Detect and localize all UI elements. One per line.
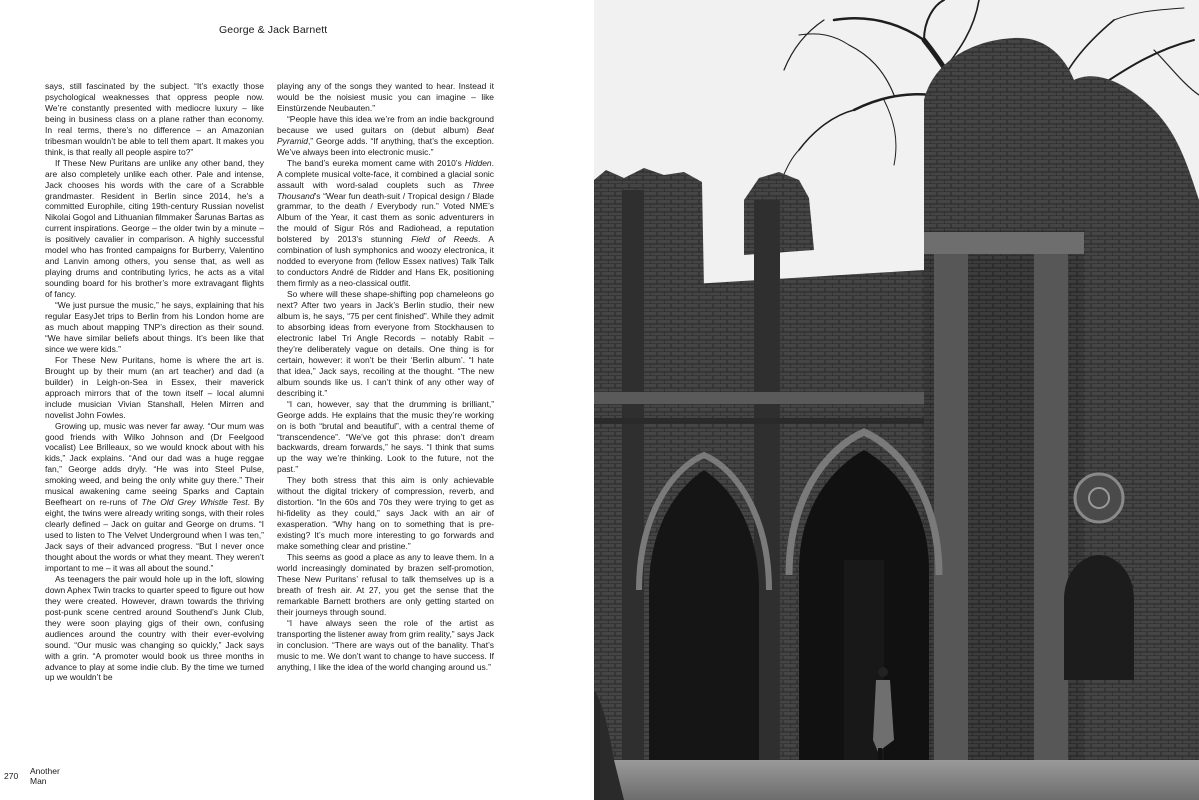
article-column-1	[45, 81, 264, 731]
running-title: George & Jack Barnett	[219, 24, 328, 36]
paragraph-text: . A complete musical volte-face, it combined a glacial sonic assault with word-salad couplets such as	[277, 157, 494, 190]
paragraph-text: ,” George adds. “If anything, that’s the exception. We’ve always been into electronic music.”	[277, 135, 494, 157]
paragraph-text: They both stress that this aim is only achievable without the digital trickery of compression, reverb, and distortion. “In the 60s and 70s they were trying to get as hi-fidelity as they could,” says Jack with an air of exasperation. “Why hang on to something that is pre-existing? It’s much more interesting to go forwards and make something clear and pristine.”	[277, 475, 494, 552]
paragraph-text: For These New Puritans, home is where the art is. Brought up by their mum (an art teacher) and dad (a builder) in Leigh-on-Sea in Essex, their maverick approach mirrors that of the town itself – local alumni include musician Vivian Stanshall, Helen Mirren and novelist John Fowles.	[45, 354, 264, 420]
article-paragraph	[277, 158, 494, 289]
italic-title: Three Thousand	[277, 179, 494, 201]
paragraph-text: Growing up, music was never far away. “Our mum was good friends with Wilko Johnson and (Dr Feelgood vocalist) Lee Brilleaux, so we would knock about with his kids,” Jack explains. “And our dad was a huge reggae fan,” George adds dryly. “He was into Steel Pulse, smoking weed, and being the only white guy there.” Their musical awakening came seeing Sparks and Captain Beefheart on re-runs of	[45, 420, 264, 508]
ground	[594, 760, 1199, 800]
paragraph-text: As teenagers the pair would hole up in the loft, slowing down Aphex Twin tracks to quarter speed to figure out how they were created. However, drawn towards the thriving post-punk scene centred around Southend’s Junk Club, they were soon playing gigs of their own, confusing audiences around the country with their ever-evolving sound. “Our music was changing so quickly,” Jack says with a grin. “A promoter would book us three months in advance to play at some indie club. By the time we turned up we wouldn’t be	[45, 573, 264, 683]
magazine-name	[30, 766, 60, 786]
article-paragraph	[277, 399, 494, 476]
italic-title: Field of Reeds	[411, 234, 478, 245]
abbey-ruins-photo	[594, 0, 1199, 800]
paragraph-text: ’s “Wear fun death-suit / Tropical design / Blade grammar, to the death / Everybody run.” Voted NME’s Album of the Year, it cast them as sonic adventurers in the mould of Sigur Rós and Radiohead, a reputation bolstered by 2013’s stunning	[277, 190, 494, 245]
page-number: 270	[4, 771, 19, 781]
paragraph-text: “I can, however, say that the drumming is brilliant,” George adds. He explains that the music they’re working on is both “brutal and beautiful”, with a central theme of “transcendence”. “We’ve got this phrase: don’t dream backwards, dream forwards,” he says. “I think that sums up the way we’re thinking. Look to the future, not the past.”	[277, 398, 494, 475]
article-paragraph	[45, 81, 264, 158]
article-paragraph	[277, 114, 494, 158]
article-paragraph	[45, 300, 264, 355]
italic-title: Beat Pyramid	[277, 124, 494, 146]
paragraph-text: So where will these shape-shifting pop chameleons go next? After two years in Jack’s Berlin studio, their new album is, he says, “75 per cent finished”. While they admit to absorbing ideas from everyone from Stockhausen to electronic label Tri Angle Records – notably Rabit – they’re deliberately vague on details. One thing is for certain, however: it won’t be their ‘Berlin album’. “I hate that idea,” Jack says, recoiling at the thought. “The new album sounds like us. I can’t think of any other way of describing it.”	[277, 289, 494, 398]
article-paragraph	[277, 552, 494, 618]
paragraph-text: . A combination of lush symphonics and woozy electronica, it nodded to everyone from (fellow Essex natives) Talk Talk to conductors André de Ridder and Hans Ek, positioning them firmly as a neo-classical outfit.	[277, 234, 494, 289]
article-paragraph	[45, 158, 264, 300]
article-paragraph	[45, 355, 264, 421]
article-column-2	[277, 81, 494, 731]
paragraph-text: If These New Puritans are unlike any other band, they are also completely unlike each other. Pale and intense, Jack chooses his words with the care of a Scrabble grandmaster. Resident in Berlin since 2014, he’s a committed Europhile, citing 19th-century Russian novelist Nikolai Gogol and Lithuanian filmmaker Šarunas Bartas as current inspirations. George – the older twin by a minute – is positively cavalier in comparison. A highly successful model who has fronted campaigns for Burberry, Valentino and Lanvin among others, you sense that, as well as playing drums and contributing lyrics, he acts as a vital sounding board for his brother’s more extravagant flights of fancy.	[45, 157, 264, 300]
article-paragraph	[277, 289, 494, 399]
article-paragraph	[45, 574, 264, 684]
article-paragraph	[277, 618, 494, 673]
paragraph-text: The band’s eureka moment came with 2010’s	[287, 157, 465, 168]
paragraph-text: playing any of the songs they wanted to hear. Instead it would be the noisiest music you can imagine – like Einstürzende Neubauten.”	[277, 81, 494, 113]
paragraph-text: . By eight, the twins were already writing songs, with their roles clearly defined – Jack on guitar and George on drums. “I used to listen to The Velvet Underground when I was ten,” Jack says of their advanced progress. “But I never once thought about the words or what they meant. They weren’t important to me – it was all about the sound.”	[45, 497, 264, 573]
paragraph-text: “I have always seen the role of the artist as transporting the listener away from grim reality,” says Jack in conclusion. “There are ways out of the banality. That’s music to me. We don’t want to change to have success. If anything, I like the idea of the world changing around us.”	[277, 617, 494, 672]
article-paragraph	[277, 475, 494, 552]
italic-title: Hidden	[464, 157, 492, 168]
paragraph-text: This seems as good a place as any to leave them. In a world increasingly dominated by brazen self-promotion, These New Puritans’ refusal to talk themselves up is a breath of fresh air. At 27, you get the sense that the remarkable Barnett brothers are only getting started on their journeys through sound.	[277, 551, 494, 617]
article-paragraph	[45, 421, 264, 574]
italic-title: The Old Grey Whistle Test	[141, 497, 248, 508]
ruins-illustration	[594, 0, 1199, 800]
paragraph-text: “People have this idea we’re from an indie background because we used guitars on (debut album)	[277, 113, 494, 135]
left-page	[0, 0, 594, 800]
article-paragraph	[277, 81, 494, 114]
magazine-name-line-2: Man	[30, 776, 47, 786]
paragraph-text: says, still fascinated by the subject. “It’s exactly those psychological weaknesses that oppress people now. We’re constantly presented with mediocre luxury – like being in business class on a plane rather than economy. In real terms, there’s no difference – an Amazonian tribesman wouldn’t be able to tell them apart. It makes you think, is that really all people aspire to?”	[45, 81, 264, 157]
magazine-name-line-1: Another	[30, 766, 60, 776]
paragraph-text: “We just pursue the music,” he says, explaining that his regular EasyJet trips to Berlin from his London home are as much about mapping TNP’s direction as their sound. “We have similar beliefs about things. It’s been like that since we were kids.”	[45, 300, 264, 354]
